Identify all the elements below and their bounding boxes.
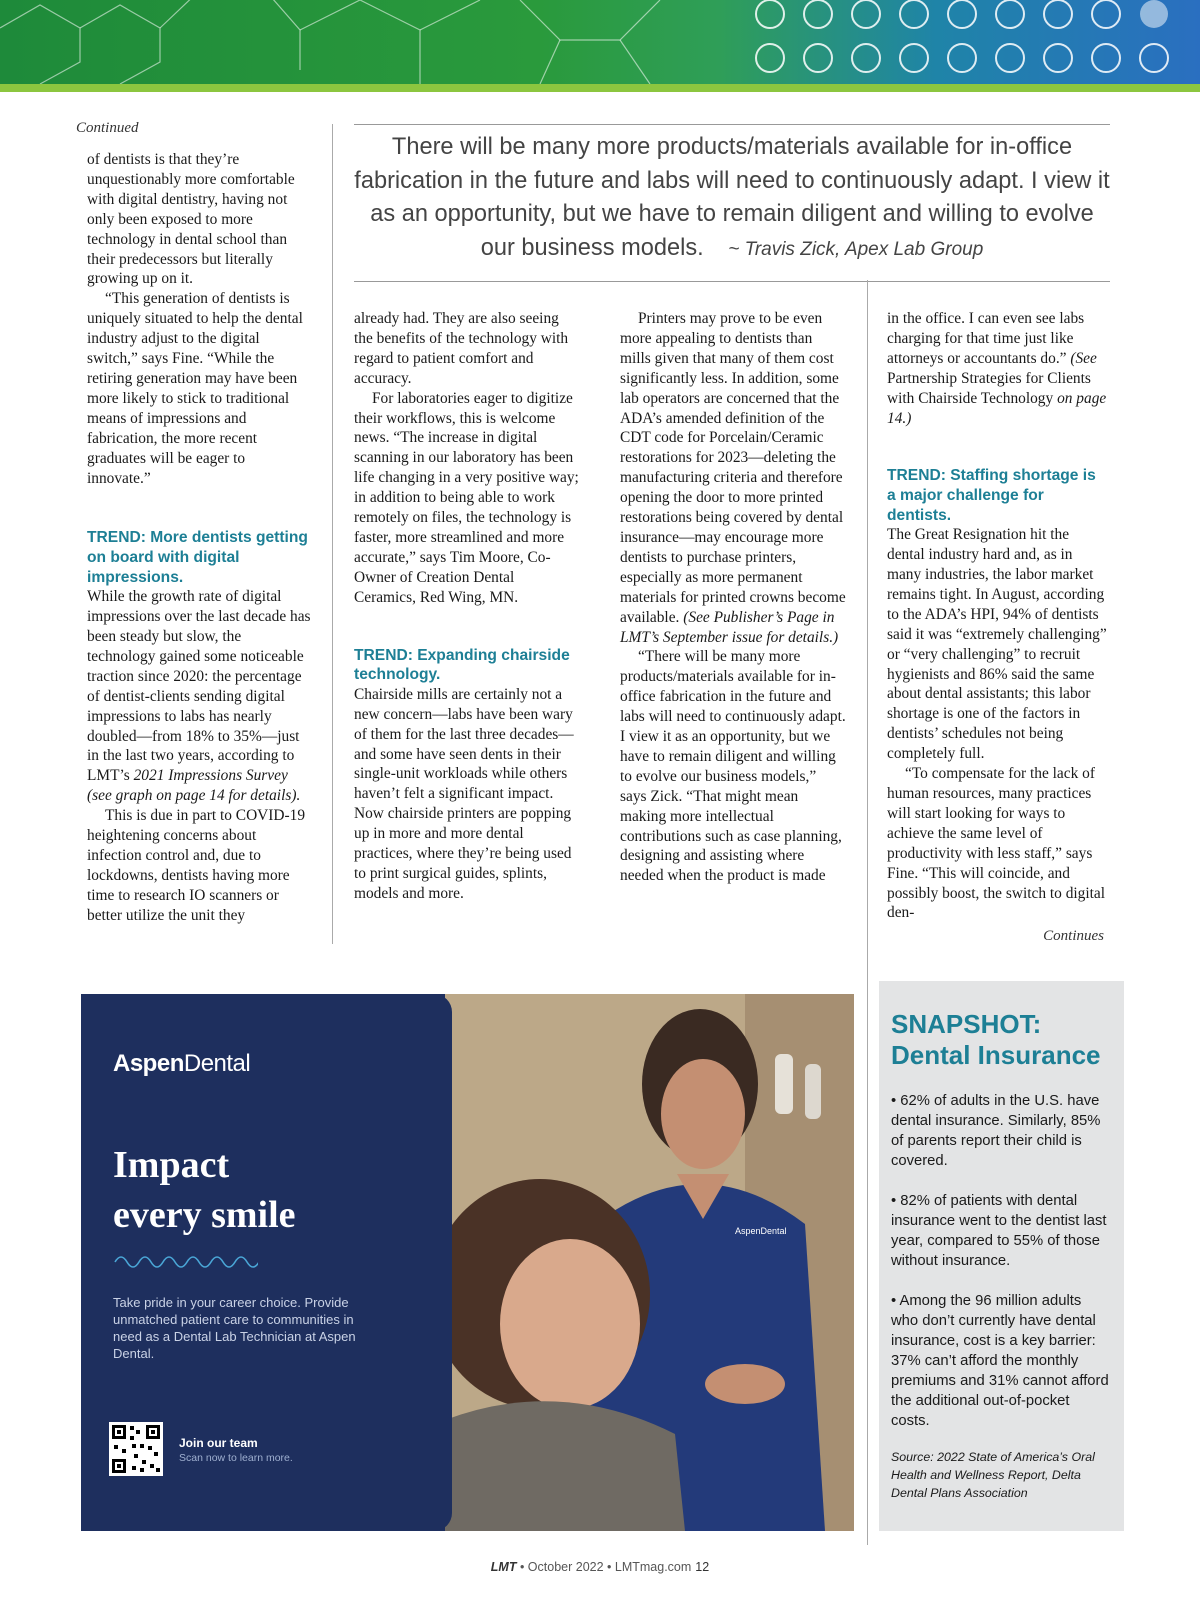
snapshot-list bbox=[891, 1091, 1111, 1451]
ad-body-text: Take pride in your career choice. Provide unmatched patient care to communities in need as a Dental Lab Technician at Aspen Dental. bbox=[113, 1295, 356, 1361]
pullquote-attribution: ~ Travis Zick, Apex Lab Group bbox=[728, 238, 984, 260]
paragraph: Chairside mills are certainly not a new concern—labs have been wary of them for the last three decades—and some have seen dents in their single-unit workloads while others haven’t felt a significant impact. Now chairside printers are popping up in more and more dental practices, where they’re being used to print surgical guides, splints, models and more. bbox=[354, 685, 574, 902]
paragraph: Printers may prove to be even more appealing to dentists than mills given that many of them cost significantly less. In addition, some lab operators are concerned that the ADA’s amended definition of the CDT code for Porcelain/Ceramic restorations for 2023—deleting the manufacturing criteria and therefore opening the door to more printed restorations being covered by dental insurance—may encourage more dentists to purchase printers, especially as more permanent materials for printed crowns become available. (See Publisher’s Page in LMT’s September issue for details.) bbox=[620, 310, 846, 646]
pullquote-rule-top bbox=[354, 124, 1110, 125]
scan-instruction: Scan now to learn more. bbox=[179, 1452, 293, 1464]
article-column-3 bbox=[620, 309, 846, 886]
ad-headline: Impact every smile bbox=[113, 1144, 296, 1236]
page-number: 12 bbox=[695, 1560, 710, 1574]
hexagon-pattern bbox=[0, 0, 1200, 84]
article-column-4 bbox=[887, 309, 1107, 923]
article-column-1 bbox=[87, 150, 311, 926]
column-divider bbox=[332, 124, 333, 944]
footer-brand: LMT bbox=[490, 1560, 517, 1574]
paragraph: This is due in part to COVID-19 heightening concerns about infection control and, due to lockdowns, dentists having more time to research IO scanners or better utilize the unit they bbox=[87, 807, 306, 924]
banner-accent-line bbox=[0, 84, 1200, 92]
snapshot-title: SNAPSHOT: Dental Insurance bbox=[891, 1009, 1101, 1070]
wave-icon bbox=[113, 1252, 258, 1268]
paragraph: “This generation of dentists is uniquely situated to help the dental industry adjust to the digital switch,” says Fine. “While the retiring generation may have been more likely to stick to traditional means of impressions and fabrication, the more recent graduates will be eager to innovate.” bbox=[87, 290, 303, 487]
trend-heading: TREND: Staffing shortage is a major challenge for dentists. bbox=[887, 467, 1096, 524]
header-banner bbox=[0, 0, 1200, 84]
page-footer bbox=[0, 1560, 1200, 1574]
footer-site-link[interactable]: LMTmag.com bbox=[614, 1560, 692, 1574]
paragraph: The Great Resignation hit the dental industry hard and, as in many industries, the labor market remains tight. In August, according to the ADA’s HPI, 94% of dentists said it was “extremely challenging” or “very challenging” to recruit hygienists and 86% said the same about dental assistants; this labor shortage is one of the factors in dentists’ schedules not being completely full. bbox=[887, 526, 1107, 763]
snapshot-sidebar bbox=[879, 981, 1124, 1531]
qr-code-icon[interactable] bbox=[109, 1422, 163, 1476]
column-divider bbox=[867, 280, 868, 1545]
trend-heading: TREND: Expanding chairside technology. bbox=[354, 646, 570, 684]
paragraph: “There will be many more products/materials available for in-office fabrication in the future and labs will need to continuously adapt. I view it as an opportunity, but we have to remain diligent and willing to evolve our business models,” says Zick. “That might mean making more intellectual contributions such as case planning, designing and assisting where needed when the product is made bbox=[620, 648, 846, 885]
join-team-link[interactable]: Join our team bbox=[179, 1436, 258, 1450]
snapshot-source: Source: 2022 State of America’s Oral Health and Wellness Report, Delta Dental Plans Association bbox=[891, 1450, 1095, 1500]
aspen-dental-ad[interactable] bbox=[81, 994, 854, 1531]
paragraph: While the growth rate of digital impressions over the last decade has been steady but slow, the technology gained some noticeable traction since 2020: the percentage of dentist-clients sending digital impressions to labs has nearly doubled—from 18% to 35%—just in the last two years, according to LMT’s 2021 Impressions Survey (see graph on page 14 for details). bbox=[87, 588, 311, 805]
footer-date: • October 2022 • bbox=[516, 1560, 615, 1574]
ad-photo-illustration bbox=[445, 994, 854, 1531]
paragraph: in the office. I can even see labs charging for that time just like attorneys or accountants do.” (See Partnership Strategies for Clients with Chairside Technology on page 14.) bbox=[887, 310, 1107, 427]
ad-photo bbox=[445, 994, 854, 1531]
paragraph: For laboratories eager to digitize their workflows, this is welcome news. “The increase in digital scanning in our laboratory has been life changing in a very positive way; in addition to being able to work remotely on files, the technology is faster, more streamlined and more accurate,” says Tim Moore, Co-Owner of Creation Dental Ceramics, Red Wing, MN. bbox=[354, 389, 579, 606]
article-column-2 bbox=[354, 309, 579, 904]
pullquote bbox=[354, 131, 1110, 266]
snapshot-item: • Among the 96 million adults who don’t currently have dental insurance, cost is a key barrier: 37% can’t afford the monthly premiums and 31% cannot afford the additional out-of-pocket costs. bbox=[891, 1293, 1109, 1429]
snapshot-item: • 62% of adults in the U.S. have dental insurance. Similarly, 85% of parents report their child is covered. bbox=[891, 1093, 1101, 1169]
pullquote-rule-bottom bbox=[354, 281, 1110, 282]
paragraph: “To compensate for the lack of human resources, many practices will start looking for ways to achieve the same level of productivity with less staff,” says Fine. “This will coincide, and possibly boost, the switch to digital den- bbox=[887, 765, 1106, 922]
scrub-logo-text: AspenDental bbox=[735, 1226, 787, 1236]
pullquote-text: There will be many more products/materials available for in-office fabrication in the future and labs will need to continuously adapt. I view it as an opportunity, but we have to remain diligent and willing to evolve our business models. bbox=[354, 134, 1110, 261]
continued-label: Continued bbox=[76, 120, 139, 136]
ad-panel bbox=[81, 994, 452, 1531]
aspen-dental-logo: AspenDental bbox=[113, 1050, 251, 1077]
paragraph: of dentists is that they’re unquestionably more comfortable with digital dentistry, having not only been exposed to more technology in dental school than their predecessors but literally growing up on it. bbox=[87, 151, 295, 288]
snapshot-item: • 82% of patients with dental insurance went to the dentist last year, compared to 55% of those without insurance. bbox=[891, 1193, 1107, 1269]
continues-label: Continues bbox=[1043, 928, 1104, 944]
paragraph: already had. They are also seeing the benefits of the technology with regard to patient comfort and accuracy. bbox=[354, 310, 569, 387]
trend-heading: TREND: More dentists getting on board with digital impressions. bbox=[87, 529, 308, 586]
